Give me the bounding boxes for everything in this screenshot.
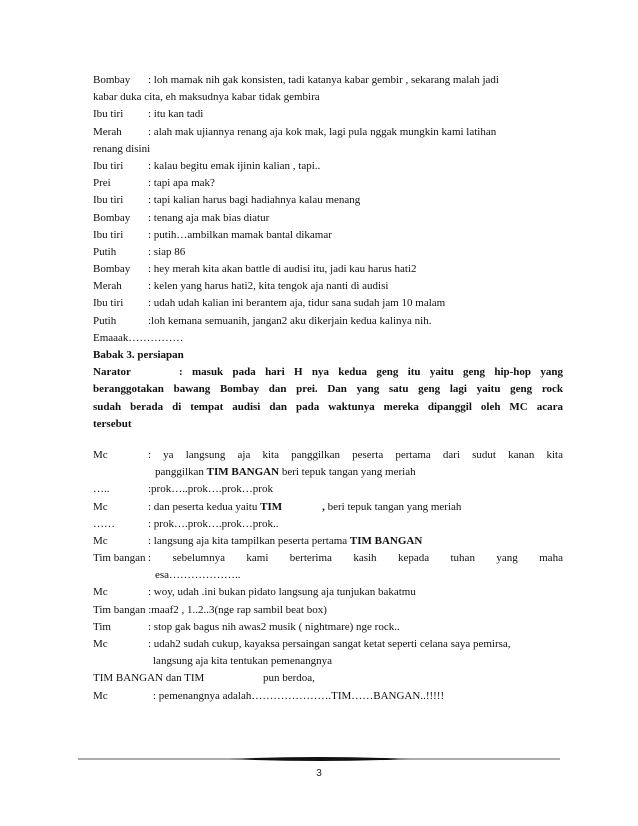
team-name: TIM BANGAN: [349, 534, 423, 547]
dialogue-text: : itu kan tadi: [148, 108, 204, 121]
dialogue-text: : tapi apa mak?: [148, 177, 215, 190]
dialogue-line: [93, 175, 563, 192]
dialogue-line-continuation: [93, 653, 563, 670]
speaker-name: Merah: [93, 280, 122, 293]
dialogue-line: [93, 244, 563, 261]
speaker-name: Mc: [93, 500, 108, 513]
narrator-line-1: : masuk pada hari H nya kedua geng itu yaitu geng hip-hop yang: [179, 366, 563, 379]
dialogue-line: [93, 141, 563, 158]
speaker-name: Mc: [93, 638, 108, 650]
dialogue-text: : prok….prok….prok…prok..: [148, 517, 279, 530]
dialogue-section-2: [93, 447, 563, 705]
speaker-name: Ibu tiri: [93, 108, 124, 121]
speaker-name: Tim bangan: [93, 552, 146, 565]
speaker-name: Mc: [93, 448, 108, 461]
dialogue-text: : tapi kalian harus bagi hadiahnya kalau menang: [148, 194, 361, 207]
speaker-name: Putih: [93, 314, 117, 327]
narrator-speaker: Narator: [93, 366, 131, 379]
dialogue-line: [93, 516, 563, 533]
dialogue-text: panggilkan TIM BANGAN beri tepuk tangan yang meriah: [155, 466, 416, 479]
dialogue-line: [93, 227, 563, 244]
speaker-name: Bombay: [93, 211, 131, 224]
dialogue-text: : alah mak ujiannya renang aja kok mak, lagi pula nggak mungkin kami latihan: [148, 125, 497, 138]
dialogue-line: [93, 295, 563, 312]
dialogue-text: kabar duka cita, eh maksudnya kabar tidak gembira: [93, 91, 320, 104]
dialogue-line: [93, 72, 563, 89]
speaker-name: Prei: [93, 177, 111, 190]
speaker-name: Mc: [93, 586, 108, 599]
narrator-paragraph: [93, 364, 563, 433]
dialogue-text: : siap 86: [148, 245, 186, 258]
scene-title: Babak 3. persiapan: [93, 349, 184, 361]
dialogue-line: [93, 584, 563, 601]
dialogue-section-1: [93, 72, 563, 347]
dialogue-line: [93, 602, 563, 619]
speaker-name: …..: [93, 483, 110, 496]
dialogue-line: [93, 499, 563, 516]
dialogue-text: langsung aja kita tentukan pemenangnya: [153, 655, 332, 668]
dialogue-text: : dan peserta kedua yaitu TIM , beri tepuk tangan yang meriah: [148, 500, 462, 513]
dialogue-line: [93, 550, 563, 567]
dialogue-text: : udah2 sudah cukup, kayaksa persaingan sangat ketat seperti celana saya pemirsa,: [148, 638, 511, 650]
dialogue-line: [93, 261, 563, 278]
dialogue-text: Tim bangan :maaf2 , 1..2..3(nge rap sambil beat box): [93, 603, 327, 616]
dialogue-line: [93, 447, 563, 464]
narrator-line-3: sudah berada di tempat audisi dan pada waktunya mereka dipanggil oleh MC acara: [93, 400, 563, 413]
dialogue-text: : woy, udah .ini bukan pidato langsung aja tunjukan bakatmu: [148, 586, 416, 599]
dialogue-line-continuation: [93, 567, 563, 584]
dialogue-text: : kalau begitu emak ijinin kalian , tapi..: [148, 159, 321, 172]
dialogue-text: : ya langsung aja kita panggilkan peserta pertama dari sudut kanan kita: [148, 448, 563, 461]
dialogue-text: : hey merah kita akan battle di audisi itu, jadi kau harus hati2: [148, 263, 417, 276]
narrator-line-4: tersebut: [93, 417, 132, 430]
dialogue-text-a: TIM BANGAN dan TIM: [93, 672, 205, 685]
dialogue-text: : pemenangnya adalah………………….TIM……BANGAN..!!!!!: [153, 689, 445, 702]
dialogue-text: :loh kemana semuanih, jangan2 aku dikerjain kedua kalinya nih.: [148, 314, 432, 327]
dialogue-line: [93, 192, 563, 209]
speaker-name: Merah: [93, 125, 122, 138]
speaker-name: Ibu tiri: [93, 159, 124, 172]
dialogue-text: Emaaak……………: [93, 331, 184, 344]
dialogue-text: esa………………..: [155, 569, 241, 582]
footer-divider: [78, 756, 560, 762]
speaker-name: Ibu tiri: [93, 194, 124, 207]
team-name: TIM BANGAN: [206, 466, 280, 479]
dialogue-line: [93, 533, 563, 550]
speaker-name: Mc: [93, 689, 108, 702]
narrator-line-2: beranggotakan bawang Bombay dan prei. Dan yang satu geng lagi yaitu geng rock: [93, 383, 563, 396]
dialogue-line: [93, 124, 563, 141]
dialogue-text: : udah udah kalian ini berantem aja, tidur sana sudah jam 10 malam: [148, 297, 446, 310]
speaker-name: ……: [93, 517, 115, 530]
speaker-name: Ibu tiri: [93, 297, 124, 310]
speaker-name: Mc: [93, 534, 108, 547]
speaker-name: Bombay: [93, 263, 131, 276]
dialogue-line: [93, 481, 563, 498]
scene-heading: [93, 347, 563, 364]
dialogue-text: : langsung aja kita tampilkan peserta pertama TIM BANGAN: [148, 534, 423, 547]
dialogue-line: [93, 89, 563, 106]
dialogue-text: : stop gak bagus nih awas2 musik ( nightmare) nge rock..: [148, 620, 400, 633]
dialogue-line: [93, 106, 563, 123]
dialogue-line: [93, 330, 563, 347]
dialogue-line: [93, 210, 563, 227]
dialogue-line: [93, 688, 563, 705]
dialogue-text-justified: : sebelumnya kami berterima kasih kepada tuhan yang maha: [148, 552, 563, 565]
dialogue-text-b: pun berdoa,: [263, 672, 315, 685]
dialogue-text: : tenang aja mak bias diatur: [148, 211, 270, 224]
speaker-name: Ibu tiri: [93, 228, 124, 241]
speaker-name: Bombay: [93, 74, 131, 86]
dialogue-line: [93, 313, 563, 330]
dialogue-text: : kelen yang harus hati2, kita tengok aja nanti di audisi: [148, 280, 389, 293]
dialogue-line-continuation: [93, 464, 563, 481]
document-body: [93, 72, 563, 705]
dialogue-text: renang disini: [93, 142, 151, 155]
spacer: [93, 433, 563, 447]
dialogue-line: [93, 636, 563, 653]
dialogue-line: [93, 278, 563, 295]
dialogue-line: [93, 670, 563, 687]
dialogue-line: [93, 158, 563, 175]
team-name: TIM: [260, 500, 283, 513]
page-number: 3: [316, 768, 322, 779]
dialogue-text: : loh mamak nih gak konsisten, tadi katanya kabar gembir , sekarang malah jadi: [148, 74, 499, 86]
speaker-name: Putih: [93, 245, 117, 258]
speaker-name: Tim: [93, 620, 111, 633]
dialogue-text: : putih…ambilkan mamak bantal dikamar: [148, 228, 332, 241]
dialogue-line: [93, 619, 563, 636]
dialogue-text: :prok…..prok….prok…prok: [148, 483, 273, 496]
